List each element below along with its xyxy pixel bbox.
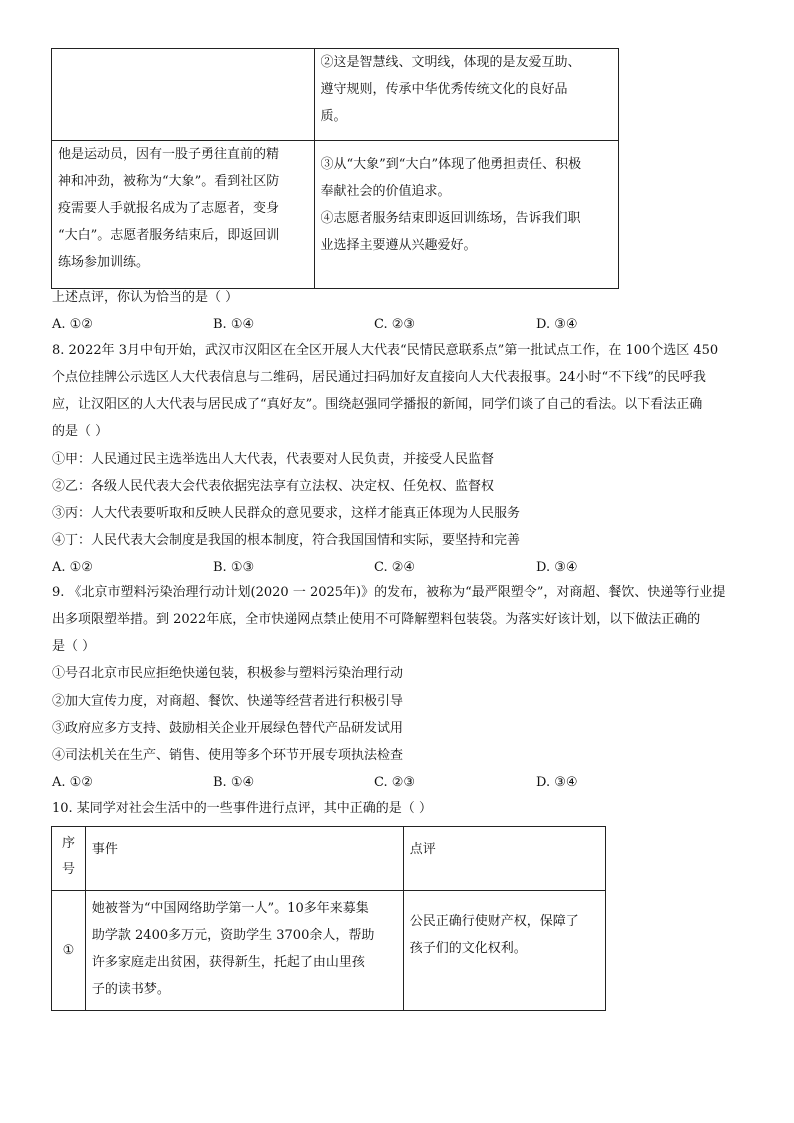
top-table-cell-empty	[52, 49, 315, 141]
q10-header-event: 事件	[85, 827, 403, 891]
q10-prompt: 10. 某同学对社会生活中的一些事件进行点评，其中正确的是（ ）	[52, 801, 432, 816]
q7-option-c: C. ②③	[374, 317, 416, 332]
event-line: 他是运动员，因有一股子勇往直前的精	[58, 147, 280, 162]
comment-line: 孩子们的文化权利。	[409, 941, 527, 956]
q10-row-comment	[403, 891, 605, 1011]
q9-option-b: B. ①④	[213, 775, 255, 790]
q8-option-c: C. ②④	[374, 560, 416, 575]
q8-stem-line: 应，让汉阳区的人大代表与居民成了“真好友”。围绕赵强同学播报的新闻，同学们谈了自己的看法。以下看法正确	[52, 397, 703, 412]
comment-line: ④志愿者服务结束即返回训练场，告诉我们职	[320, 211, 581, 226]
q7-prompt: 上述点评，你认为恰当的是（ ）	[52, 290, 239, 305]
q8-stem-line: 个点位挂牌公示选区人大代表信息与二维码，居民通过扫码加好友直接向人大代表报事。24小时“不下线”的民呼我	[52, 370, 706, 385]
q10-row-event	[85, 891, 403, 1011]
q10-header-no: 序 号	[52, 827, 86, 891]
comment-line: 遵守规则，传承中华优秀传统文化的良好品	[320, 82, 568, 97]
q8-option-b: B. ①③	[213, 560, 255, 575]
comment-line: 公民正确行使财产权，保障了	[409, 914, 579, 929]
q9-statement-3: ③政府应多方支持、鼓励相关企业开展绿色替代产品研发试用	[52, 721, 404, 736]
q9-option-c: C. ②③	[374, 775, 416, 790]
q7-option-a: A. ①②	[52, 317, 93, 332]
q10-table	[51, 826, 606, 1011]
q8-option-d: D. ③④	[536, 560, 578, 575]
top-table	[51, 48, 619, 289]
q8-option-a: A. ①②	[52, 560, 93, 575]
event-line: 助学款 2400多万元，资助学生 3700余人，帮助	[91, 928, 375, 943]
top-table-cell-comment-2	[314, 49, 618, 141]
table-row	[52, 891, 606, 1011]
event-line: 许多家庭走出贫困，获得新生，托起了由山里孩	[91, 955, 365, 970]
top-table-cell-event	[52, 141, 315, 289]
comment-line: ②这是智慧线、文明线，体现的是友爱互助、	[320, 55, 581, 70]
q9-statement-2: ②加大宣传力度，对商超、餐饮、快递等经营者进行积极引导	[52, 694, 404, 709]
q8-statement-3: ③丙：人大代表要听取和反映人民群众的意见要求，这样才能真正体现为人民服务	[52, 506, 521, 521]
event-line: 神和冲劲，被称为“大象”。看到社区防	[58, 174, 280, 189]
q8-stem-line: 的是（ ）	[52, 424, 109, 439]
event-line: 疫需要人手就报名成为了志愿者，变身	[58, 201, 280, 216]
comment-line: 质。	[320, 109, 347, 124]
top-table-cell-comments-3-4	[314, 141, 618, 289]
comment-line: 奉献社会的价值追求。	[320, 184, 451, 199]
q9-stem-line: 9. 《北京市塑料污染治理行动计划(2020 一 2025年)》的发布，被称为“最严限塑令”，对商超、餐饮、快递等行业提	[52, 585, 726, 600]
q9-option-a: A. ①②	[52, 775, 93, 790]
q8-statement-2: ②乙：各级人民代表大会代表依据宪法享有立法权、决定权、任免权、监督权	[52, 479, 495, 494]
comment-line: ③从“大象”到“大白”体现了他勇担责任、积极	[320, 157, 582, 172]
q10-row-no: ①	[52, 891, 86, 1011]
q9-stem-line: 出多项限塑举措。到 2022年底，全市快递网点禁止使用不可降解塑料包装袋。为落实好该计划，以下做法正确的	[52, 612, 701, 627]
q9-stem-line: 是（ ）	[52, 639, 96, 654]
event-line: 子的读书梦。	[91, 982, 170, 997]
q9-statement-4: ④司法机关在生产、销售、使用等多个环节开展专项执法检查	[52, 748, 404, 763]
q8-stem-line: 8. 2022年 3月中旬开始，武汉市汉阳区在全区开展人大代表“民情民意联系点”第一批试点工作，在 100个选区 450	[52, 343, 719, 358]
q9-option-d: D. ③④	[536, 775, 578, 790]
comment-line: 业选择主要遵从兴趣爱好。	[320, 238, 477, 253]
q10-header-comment: 点评	[403, 827, 605, 891]
q7-option-d: D. ③④	[536, 317, 578, 332]
q7-option-b: B. ①④	[213, 317, 255, 332]
event-line: 她被誉为“中国网络助学第一人”。10多年来募集	[91, 901, 369, 916]
event-line: 练场参加训练。	[58, 255, 150, 270]
q8-statement-1: ①甲：人民通过民主选举选出人大代表，代表要对人民负责，并接受人民监督	[52, 452, 495, 467]
q9-statement-1: ①号召北京市民应拒绝快递包装，积极参与塑料污染治理行动	[52, 666, 404, 681]
event-line: “大白”。志愿者服务结束后，即返回训	[58, 228, 280, 243]
q8-statement-4: ④丁：人民代表大会制度是我国的根本制度，符合我国国情和实际，要坚持和完善	[52, 533, 521, 548]
